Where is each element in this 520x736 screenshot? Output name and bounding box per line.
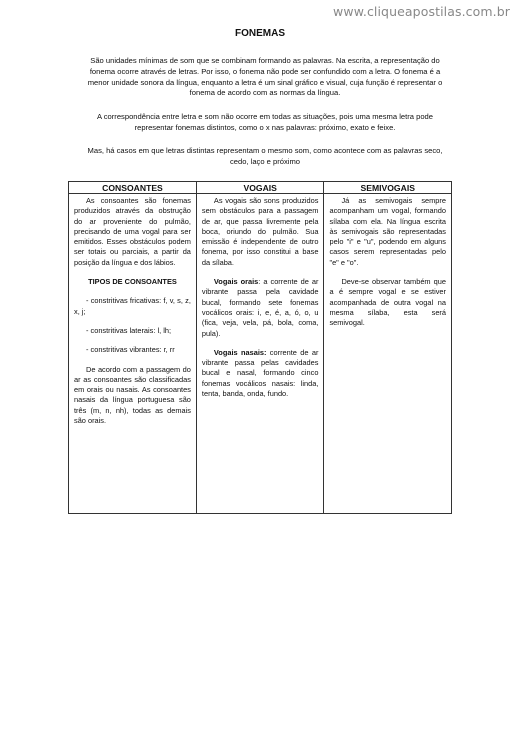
cell-vogais [196,194,324,514]
table-header-row [69,182,452,194]
header-semivogais: SEMIVOGAIS [324,182,452,194]
page-title: FONEMAS [235,28,285,39]
header-vogais: VOGAIS [196,182,324,194]
semivogais-note: Deve-se observar também que a é sempre vogal e se estiver acompanhada de outra vogal na mesma sílaba, esta será semivogal. [329,277,446,328]
intro-paragraph-1: São unidades mínimas de som que se combinam formando as palavras. Na escrita, a representação do fonema ocorre através de letras. Por isso, o fonema não pode ser confundido com a letra. O fonema é a menor unidade sonora da língua, enquanto a letra é um sinal gráfico e visual, cuja função é representar o fonema de acordo com as normas da língua. [87,56,443,98]
vogais-orais [202,277,319,339]
vogais-orais-label: Vogais orais [213,277,259,287]
consoantes-definition: As consoantes são fonemas produzidos através da obstrução do ar proveniente do pulmão, precisando de uma vogal para ser emitidos. Esses obstáculos podem ser totais ou parciais, a partir da posição da língua e dos lábios. [74,196,191,267]
consoantes-type-item: - constritivas fricativas: f, v, s, z, x, j; [74,296,191,316]
consoantes-type-item: - constritivas laterais: l, lh; [86,325,172,335]
vogais-nasais-label: Vogais nasais: [213,347,267,357]
watermark: www.cliqueapostilas.com.br [333,4,510,19]
phoneme-table [68,181,452,514]
consoantes-types-title: TIPOS DE CONSOANTES [88,277,177,287]
semivogais-definition: Já as semivogais sempre acompanham um vogal, formando sílaba com ela. Na língua escrita às semivogais são representadas pelo "i" e "u", podendo em alguns casos serem representadas pelo "e" e "o". [329,196,446,267]
intro-paragraph-3: Mas, há casos em que letras distintas representam o mesmo som, como acontece com as palavras seco, cedo, laço e próximo [87,146,443,166]
cell-consoantes [69,194,197,514]
cell-semivogais [324,194,452,514]
table-row [69,194,452,514]
vogais-orais-text: : a corrente de ar vibrante passa pela cavidade bucal, formando sete fonemas vocálicos orais: i, e, é, a, ó, o, u (fica, veja, vela, pá, bola, coma, pula). [201,277,319,338]
consoantes-classification: De acordo com a passagem do ar as consoantes são classificadas em orais ou nasais. As consoantes nasais da língua portuguesa são três (m, n, nh), todas as demais são orais. [74,364,191,426]
vogais-nasais-text: corrente de ar vibrante passa pelas cavidades bucal e nasal, formando cinco fonemas vocálicos nasais: linda, tenta, banda, onda, fundo. [201,347,319,399]
intro-paragraph-2: A correspondência entre letra e som não ocorre em todas as situações, pois uma mesma letra pode representar fonemas distintos, como o x nas palavras: próximo, exato e feixe. [97,112,433,132]
vogais-nasais [202,348,319,399]
header-consoantes: CONSOANTES [69,182,197,194]
vogais-definition: As vogais são sons produzidos sem obstáculos para a passagem de ar, que passa livremente pela boca, oriundo do pulmão. Sua emissão é independente de outro fonema, por isso constitui a base da sílaba. [201,196,319,267]
consoantes-type-item: - constritivas vibrantes: r, rr [86,345,175,355]
